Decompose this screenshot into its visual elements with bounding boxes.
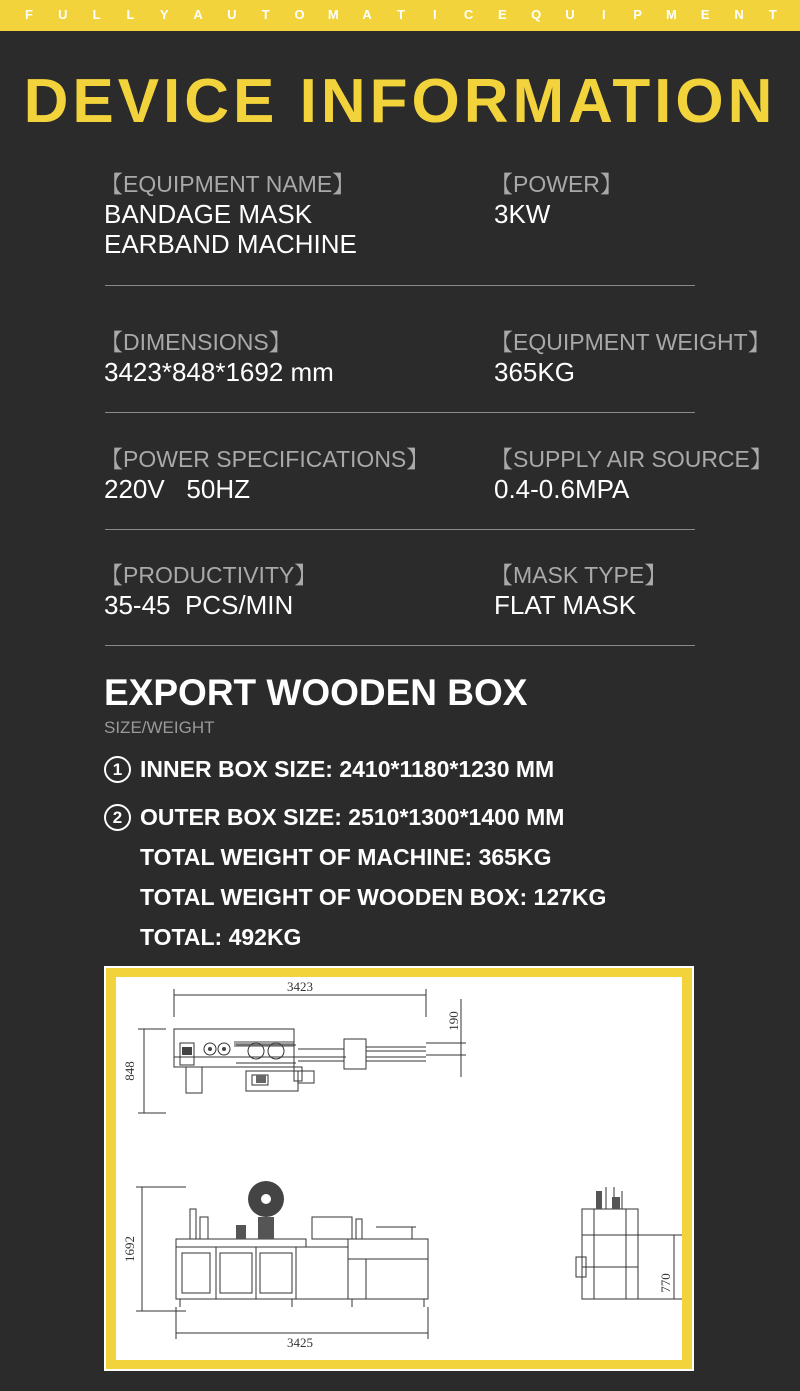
spec-equipment-name xyxy=(100,166,357,259)
banner-letter: O xyxy=(294,7,305,22)
section-title: EXPORT WOODEN BOX xyxy=(104,672,528,713)
spec-productivity xyxy=(100,557,317,620)
banner-letter: A xyxy=(193,7,203,22)
divider xyxy=(105,529,695,530)
front-view-cabinet xyxy=(176,1247,296,1299)
banner-letter: Q xyxy=(531,7,542,22)
banner-letter: M xyxy=(666,7,677,22)
banner-letter: P xyxy=(633,7,642,22)
banner-letter: U xyxy=(565,7,575,22)
divider xyxy=(105,645,695,646)
technical-drawing-frame xyxy=(104,966,694,1371)
banner-letter: N xyxy=(734,7,744,22)
dim-label-top-length: 3423 xyxy=(287,979,313,994)
spec-label: 【DIMENSIONS】 xyxy=(100,329,292,355)
spec-value: FLAT MASK xyxy=(494,590,637,620)
spec-mask-type xyxy=(490,557,667,620)
machine-weight: TOTAL WEIGHT OF MACHINE: 365KG xyxy=(140,844,552,870)
page-title: DEVICE INFORMATION xyxy=(23,67,777,136)
inner-box-size: INNER BOX SIZE: 2410*1180*1230 MM xyxy=(140,756,555,782)
top-banner xyxy=(0,0,800,31)
spec-label: 【POWER SPECIFICATIONS】 xyxy=(100,446,430,472)
spec-dimensions xyxy=(100,324,334,387)
banner-letter: C xyxy=(463,7,474,22)
spec-value: 3423*848*1692 mm xyxy=(104,357,334,387)
dim-label-front-height: 1692 xyxy=(122,1236,137,1262)
dim-label-side-height: 770 xyxy=(658,1273,673,1293)
spec-value: 0.4-0.6MPA xyxy=(494,474,630,504)
banner-letter: L xyxy=(92,7,101,22)
spec-label: 【EQUIPMENT NAME】 xyxy=(100,171,356,197)
banner-letter: E xyxy=(700,7,710,22)
spec-label: 【PRODUCTIVITY】 xyxy=(100,562,318,588)
banner-letter: T xyxy=(261,7,270,22)
technical-drawing xyxy=(116,977,682,1360)
spec-power xyxy=(490,166,623,229)
banner-letter: E xyxy=(498,7,507,22)
spec-label: 【SUPPLY AIR SOURCE】 xyxy=(490,446,773,472)
dim-label-top-height: 190 xyxy=(446,1011,461,1031)
banner-letter: I xyxy=(602,7,606,22)
spec-label: 【MASK TYPE】 xyxy=(490,562,668,588)
banner-letter: Y xyxy=(159,7,169,22)
spec-value: 3KW xyxy=(494,199,551,229)
total-weight: TOTAL: 492KG xyxy=(140,924,302,950)
spec-equipment-weight xyxy=(490,324,771,387)
dim-label-top-width: 848 xyxy=(122,1061,137,1081)
spec-power-specifications xyxy=(100,441,429,504)
banner-letter: M xyxy=(327,7,339,22)
banner-letter: T xyxy=(768,7,777,22)
machine-drawing-svg xyxy=(116,977,682,1360)
spec-value: BANDAGE MASK EARBAND MACHINE xyxy=(104,199,357,259)
banner-letter: I xyxy=(432,7,437,22)
spec-label: 【EQUIPMENT WEIGHT】 xyxy=(490,329,771,355)
divider xyxy=(105,412,695,413)
box-weight: TOTAL WEIGHT OF WOODEN BOX: 127KG xyxy=(140,884,607,910)
dim-label-front-length: 3425 xyxy=(287,1335,313,1350)
side-view-body xyxy=(582,1209,638,1299)
banner-letter: U xyxy=(227,7,237,22)
banner-letter: T xyxy=(396,7,405,22)
front-view-conveyor xyxy=(348,1239,428,1299)
banner-letter: U xyxy=(58,7,68,22)
spec-value: 220V 50HZ xyxy=(104,474,250,504)
spec-label: 【POWER】 xyxy=(490,171,623,197)
number-two-badge: 2 xyxy=(104,804,131,831)
outer-box-size: OUTER BOX SIZE: 2510*1300*1400 MM xyxy=(140,804,565,830)
number-one-badge: 1 xyxy=(104,756,131,783)
divider xyxy=(105,285,695,286)
banner-letter: L xyxy=(126,7,135,22)
section-subtitle: SIZE/WEIGHT xyxy=(104,718,215,737)
top-banner-text xyxy=(0,7,800,22)
banner-letter: A xyxy=(362,7,372,22)
spec-supply-air-source xyxy=(490,441,773,504)
spec-value: 35-45 PCS/MIN xyxy=(104,590,294,620)
spec-value: 365KG xyxy=(494,357,575,387)
banner-letter: F xyxy=(25,7,33,22)
